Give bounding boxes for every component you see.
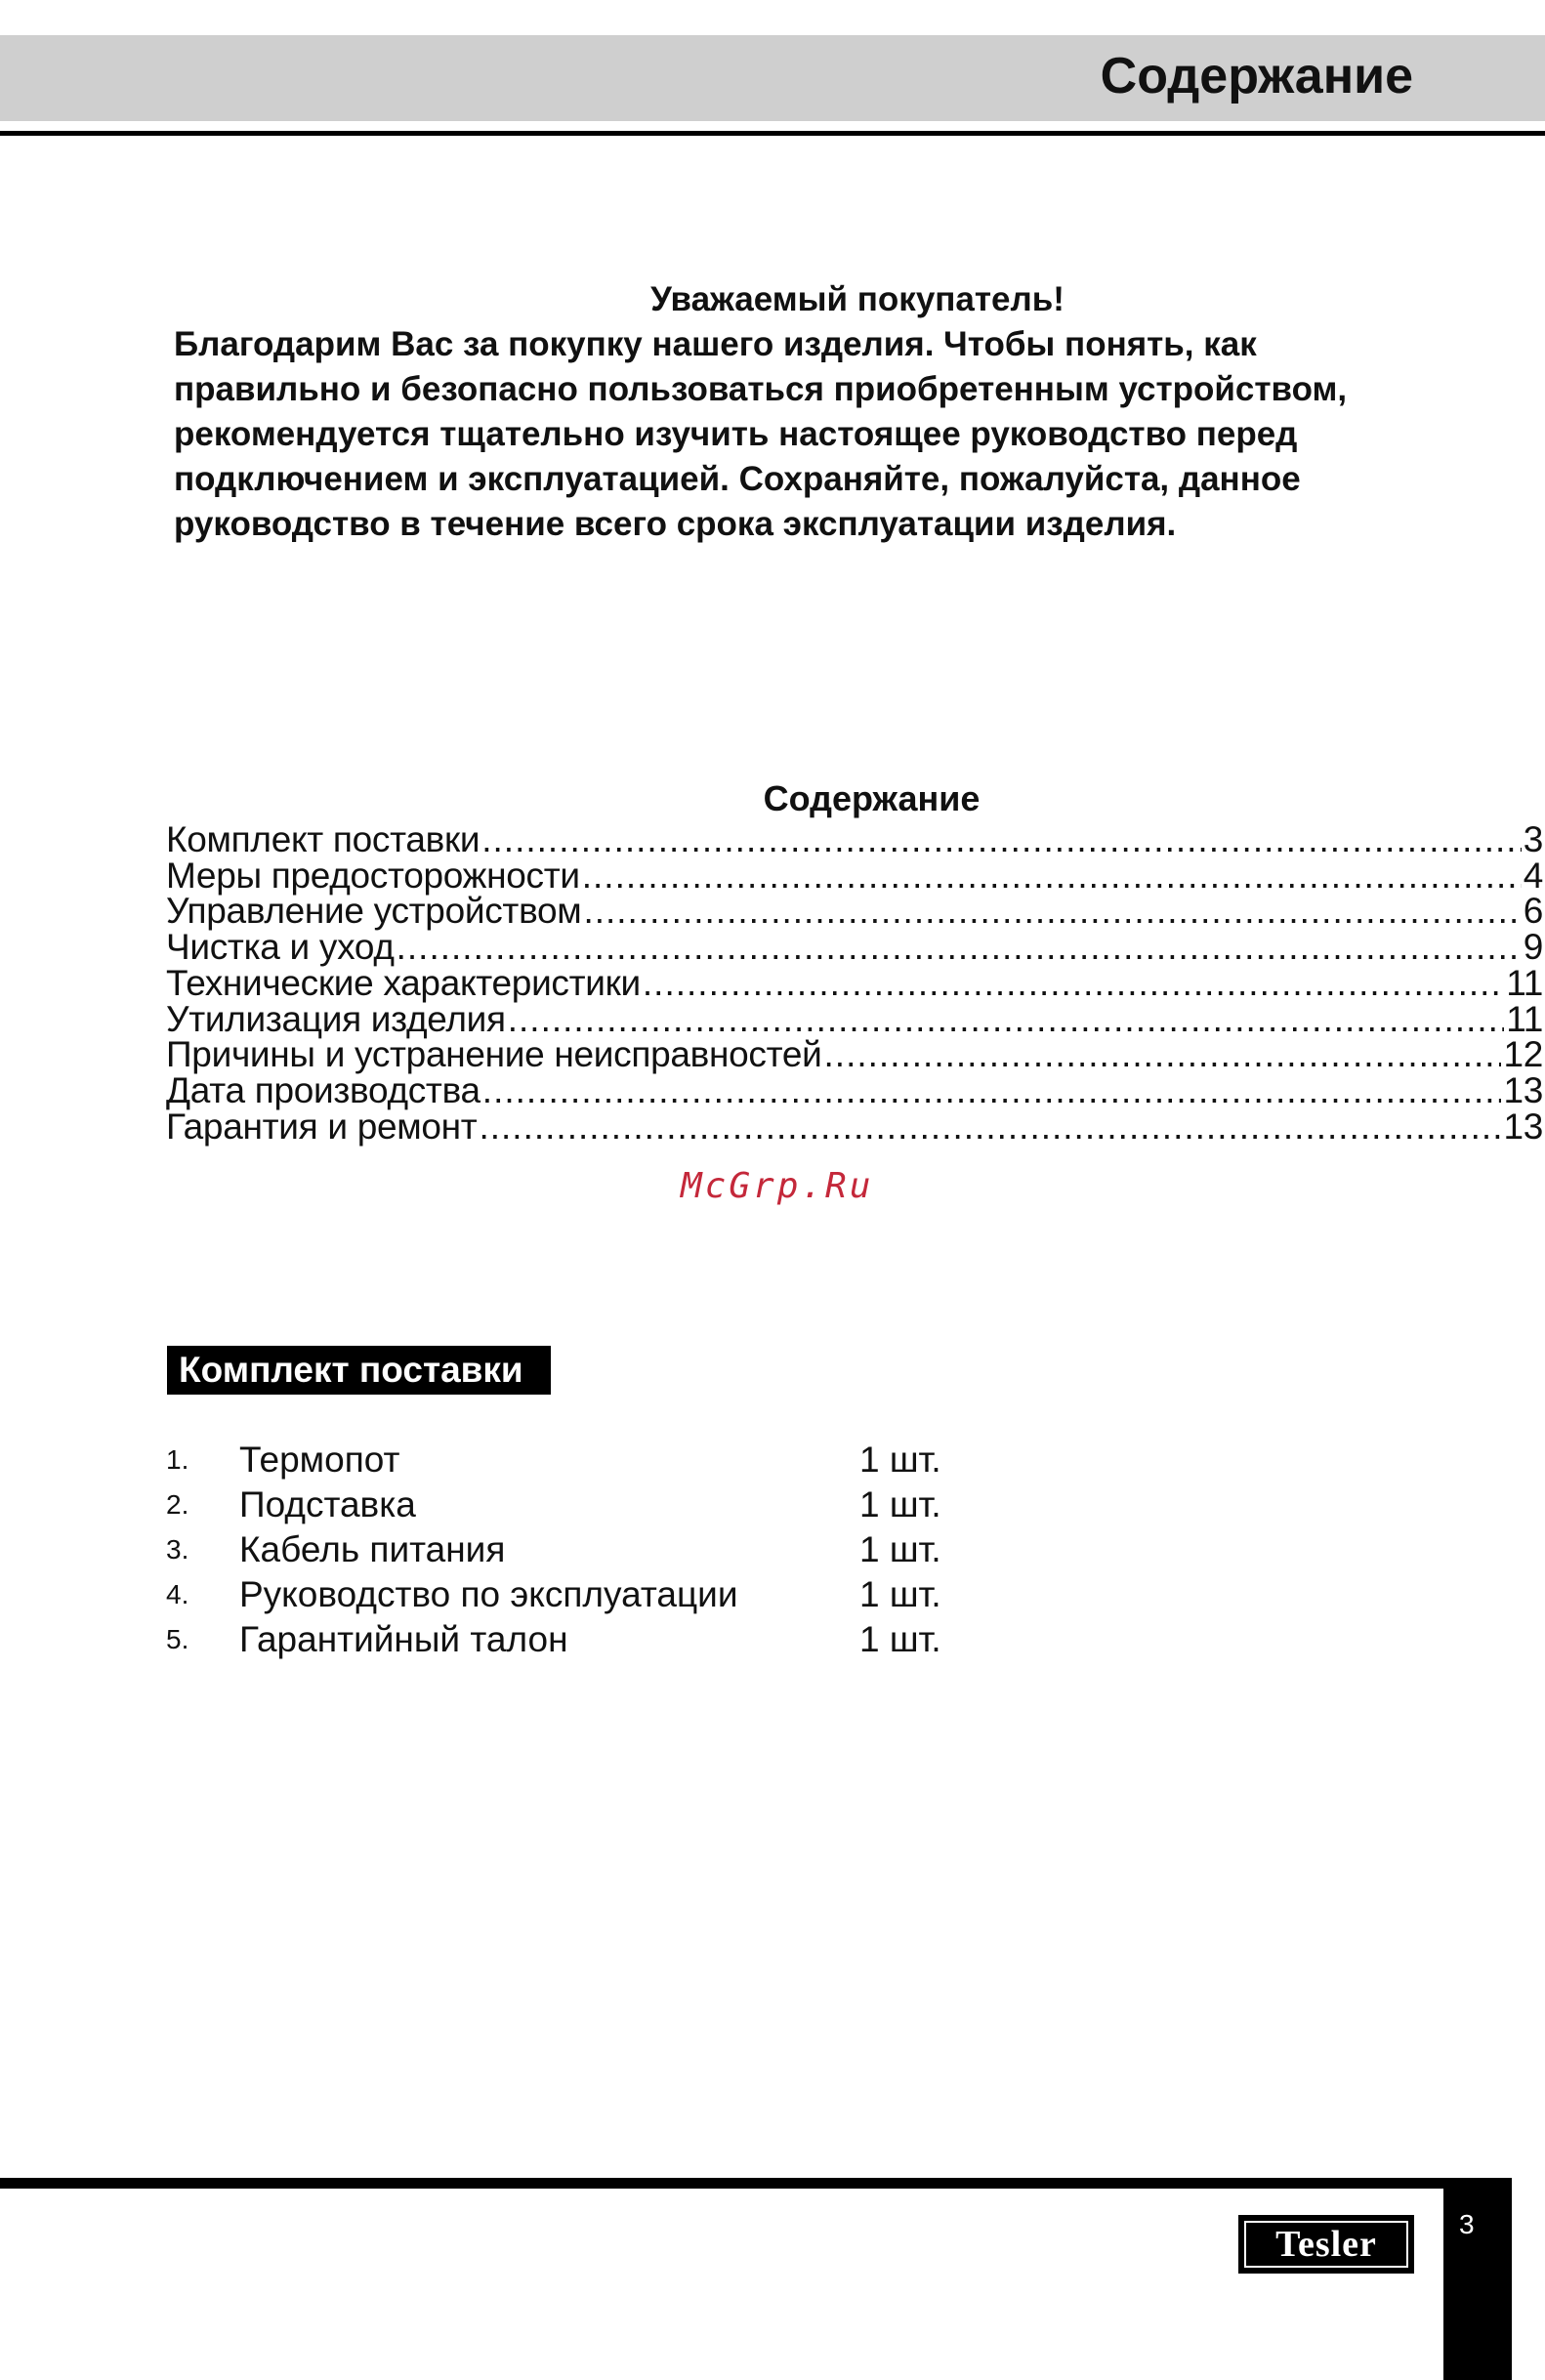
greeting-line: Благодарим Вас за покупку нашего изделия. Чтобы понять, как bbox=[174, 325, 1257, 363]
toc-entry-page: 13 bbox=[1503, 1069, 1543, 1110]
item-number: 2. bbox=[166, 1489, 189, 1520]
toc-entry-title: Меры предосторожности bbox=[166, 855, 580, 896]
logo-text: Tesler bbox=[1275, 2224, 1377, 2265]
toc-entry-page: 6 bbox=[1523, 891, 1543, 932]
dot-leader bbox=[482, 1073, 1502, 1109]
page-number: 3 bbox=[1459, 2209, 1475, 2239]
section-label-kit: Комплект поставки bbox=[167, 1346, 551, 1395]
toc-entry-title: Технические характеристики bbox=[166, 962, 641, 1003]
toc-entry[interactable] bbox=[166, 1034, 1543, 1075]
kit-list bbox=[166, 1438, 1045, 1662]
toc-entry-title: Управление устройством bbox=[166, 891, 582, 932]
item-quantity: 1 шт. bbox=[859, 1484, 941, 1524]
list-item bbox=[166, 1482, 1045, 1527]
item-number: 5. bbox=[166, 1624, 189, 1654]
item-name: Подставка bbox=[239, 1484, 416, 1524]
toc-entry-page: 11 bbox=[1506, 962, 1543, 1003]
toc-entry-title: Причины и устранение неисправностей bbox=[166, 1034, 822, 1075]
toc-entry[interactable] bbox=[166, 962, 1543, 1003]
toc-entry[interactable] bbox=[166, 1069, 1543, 1110]
greeting-title: Уважаемый покупатель! bbox=[650, 280, 1065, 318]
dot-leader bbox=[824, 1037, 1502, 1073]
list-item bbox=[166, 1572, 1045, 1617]
toc-entry[interactable] bbox=[166, 998, 1543, 1039]
footer-divider bbox=[0, 2178, 1447, 2189]
toc-entry-title: Комплект поставки bbox=[166, 819, 480, 859]
greeting-line: рекомендуется тщательно изучить настоящее руководство перед bbox=[174, 415, 1298, 453]
list-item bbox=[166, 1527, 1045, 1572]
toc-entry-title: Утилизация изделия bbox=[166, 998, 506, 1039]
item-number: 3. bbox=[166, 1534, 189, 1565]
page-tab bbox=[1443, 2178, 1512, 2380]
toc-entry[interactable] bbox=[166, 891, 1543, 932]
greeting-line: подключением и эксплуатацией. Сохраняйте, пожалуйста, данное bbox=[174, 460, 1301, 498]
item-number: 4. bbox=[166, 1579, 189, 1609]
greeting-line: правильно и безопасно пользоваться приобретенным устройством, bbox=[174, 370, 1348, 408]
toc-entry[interactable] bbox=[166, 1106, 1543, 1147]
toc-entry-page: 3 bbox=[1523, 819, 1543, 859]
toc-entry-title: Гарантия и ремонт bbox=[166, 1106, 478, 1147]
watermark-text: McGrp.Ru bbox=[681, 1166, 874, 1206]
item-name: Руководство по эксплуатации bbox=[239, 1574, 738, 1614]
header-divider bbox=[0, 131, 1545, 136]
item-number: 1. bbox=[166, 1444, 189, 1475]
toc-entry-page: 4 bbox=[1523, 855, 1543, 896]
toc-entry[interactable] bbox=[166, 855, 1543, 896]
toc-entry-page: 13 bbox=[1503, 1106, 1543, 1147]
toc-entry-title: Дата производства bbox=[166, 1069, 480, 1110]
dot-leader bbox=[582, 858, 1522, 895]
toc-entry-page: 9 bbox=[1523, 927, 1543, 968]
item-quantity: 1 шт. bbox=[859, 1440, 941, 1480]
toc-entry[interactable] bbox=[166, 819, 1543, 859]
dot-leader bbox=[479, 1109, 1501, 1146]
dot-leader bbox=[481, 822, 1521, 858]
item-quantity: 1 шт. bbox=[859, 1574, 941, 1614]
toc-entry-title: Чистка и уход bbox=[166, 927, 395, 968]
item-name: Термопот bbox=[239, 1440, 400, 1480]
toc-heading: Содержание bbox=[763, 778, 981, 818]
list-item bbox=[166, 1617, 1045, 1662]
table-of-contents bbox=[166, 775, 1543, 1145]
toc-entry-page: 12 bbox=[1503, 1034, 1543, 1075]
toc-entry[interactable] bbox=[166, 927, 1543, 968]
greeting-line: руководство в течение всего срока эксплуатации изделия. bbox=[174, 505, 1177, 543]
item-name: Кабель питания bbox=[239, 1529, 506, 1569]
item-quantity: 1 шт. bbox=[859, 1529, 941, 1569]
dot-leader bbox=[508, 1002, 1504, 1038]
item-quantity: 1 шт. bbox=[859, 1619, 941, 1659]
toc-entry-page: 11 bbox=[1506, 998, 1543, 1039]
logo-frame bbox=[1244, 2221, 1408, 2268]
dot-leader bbox=[643, 966, 1504, 1002]
item-name: Гарантийный талон bbox=[239, 1619, 568, 1659]
greeting-block bbox=[174, 277, 1541, 547]
brand-logo bbox=[1238, 2215, 1414, 2274]
toc-list bbox=[166, 819, 1543, 1147]
dot-leader bbox=[397, 930, 1522, 966]
list-item bbox=[166, 1438, 1045, 1482]
dot-leader bbox=[583, 894, 1521, 930]
page-title: Содержание bbox=[1100, 48, 1413, 104]
